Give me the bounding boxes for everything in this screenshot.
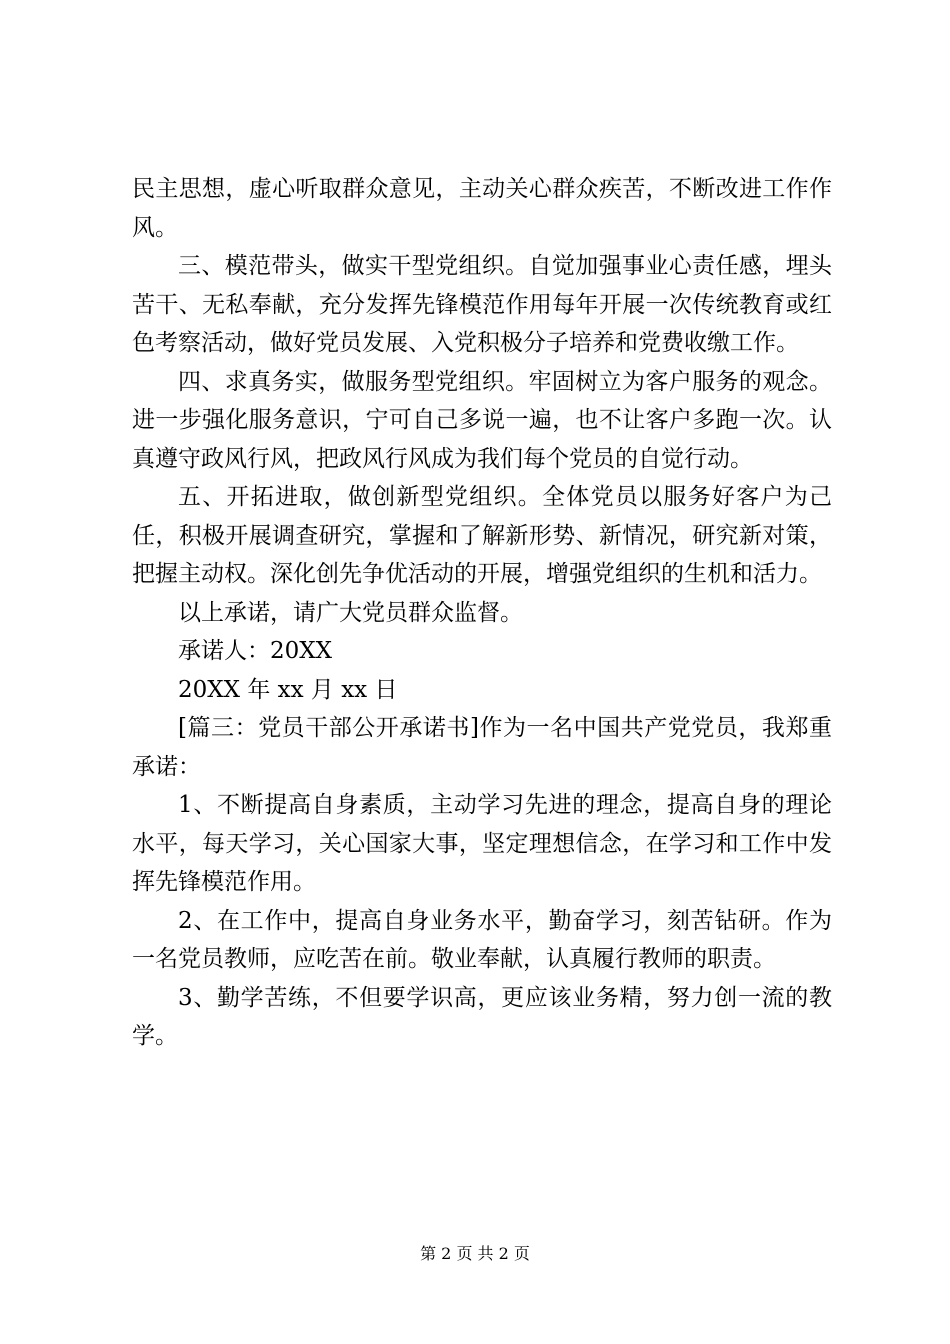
paragraph-pledge-one: 1、不断提高自身素质，主动学习先进的理念，提高自身的理论水平，每天学习，关心国家大事，坚定理想信念，在学习和工作中发挥先锋模范作用。 [132,792,832,895]
paragraph-item-four: 四、求真务实，做服务型党组织。牢固树立为客户服务的观念。进一步强化服务意识，宁可自己多说一遍，也不让客户多跑一次。认真遵守政风行风，把政风行风成为我们每个党员的自觉行动。 [132,368,832,472]
paragraph-pledge-three: 3、勤学苦练，不但要学识高，更应该业务精，努力创一流的教学。 [132,984,832,1049]
paragraph-date: 20XX 年 xx 月 xx 日 [178,676,398,703]
paragraph-section-three-intro: [篇三：党员干部公开承诺书]作为一名中国共产党党员，我郑重承诺： [132,715,832,780]
document-body [132,170,832,1056]
paragraph-pledge-two: 2、在工作中，提高自身业务水平，勤奋学习，刻苦钻研。作为一名党员教师，应吃苦在前。敬业奉献，认真履行教师的职责。 [132,907,832,972]
paragraph-signatory: 承诺人：20XX [178,638,333,664]
paragraph-continuation: 民主思想，虚心听取群众意见，主动关心群众疾苦，不断改进工作作风。 [132,176,832,241]
paragraph-item-three: 三、模范带头，做实干型党组织。自觉加强事业心责任感，埋头苦干、无私奉献，充分发挥先锋模范作用每年开展一次传统教育或红色考察活动，做好党员发展、入党积极分子培养和党费收缴工作。 [132,253,832,356]
paragraph-item-five: 五、开拓进取，做创新型党组织。全体党员以服务好客户为己任，积极开展调查研究，掌握和了解新形势、新情况，研究新对策，把握主动权。深化创先争优活动的开展，增强党组织的生机和活力。 [132,484,832,587]
page-number-footer: 第 2 页 共 2 页 [420,1244,530,1263]
paragraph-closing: 以上承诺，请广大党员群众监督。 [178,599,523,626]
